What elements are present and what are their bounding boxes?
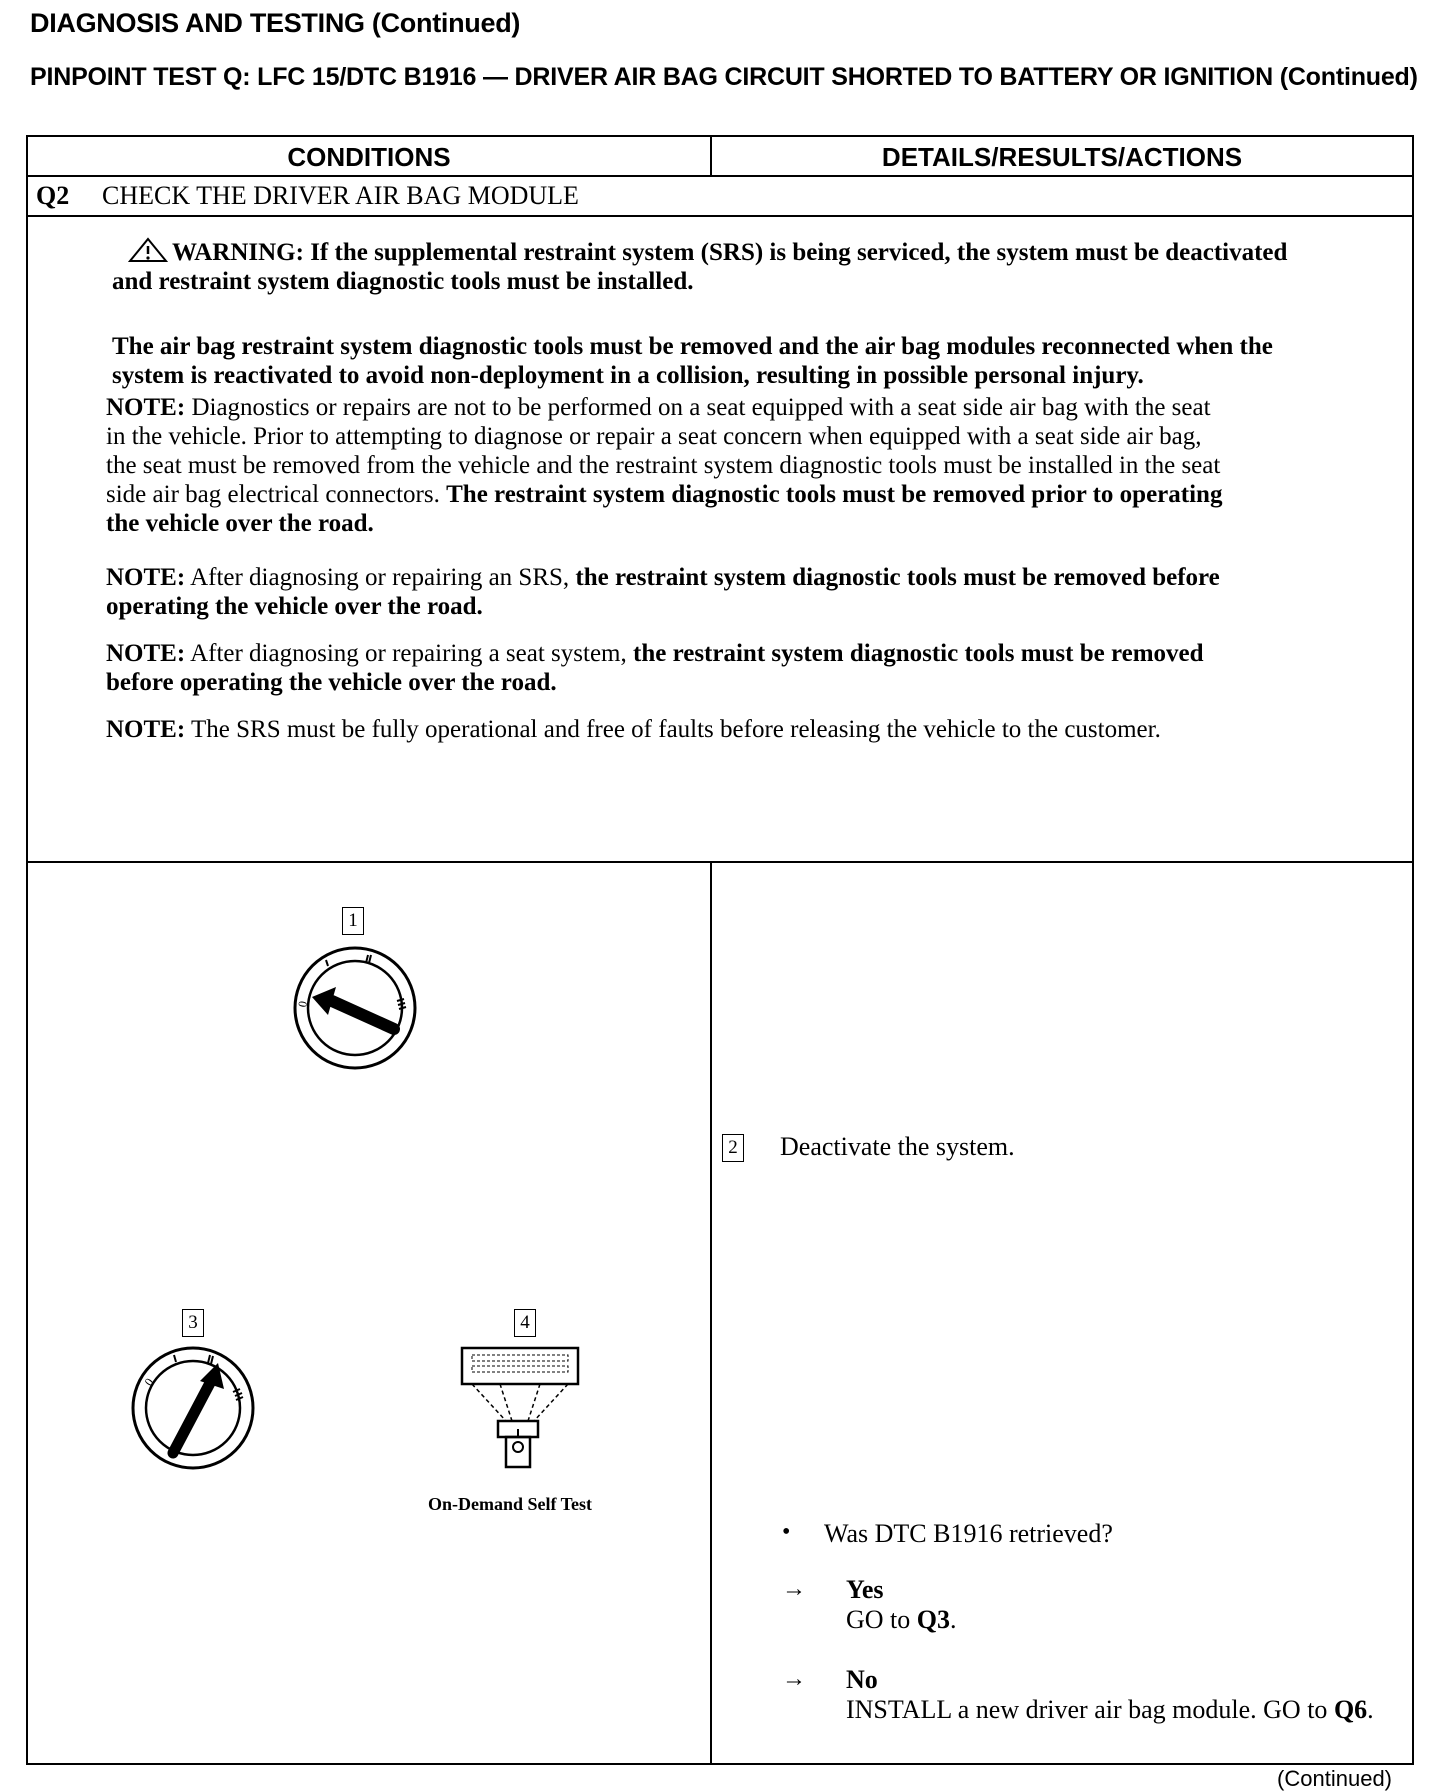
warning-block (112, 237, 1322, 390)
note-label: NOTE: (106, 716, 186, 743)
step-rule (28, 215, 1412, 217)
callout-1: 1 (342, 907, 364, 935)
conditions-header: CONDITIONS (287, 141, 451, 172)
pinpoint-test-title: PINPOINT TEST Q: LFC 15/DTC B1916 — DRIVER AIR BAG CIRCUIT SHORTED TO BATTERY OR IGNITION (Continued) (30, 63, 1418, 91)
note-label: NOTE: (106, 564, 186, 591)
svg-text:0: 0 (141, 1375, 157, 1389)
step-number: Q2 (36, 181, 70, 210)
question-text: Was DTC B1916 retrieved? (824, 1519, 1113, 1548)
note-text: Diagnostics or repairs are not to be performed on a seat equipped with a seat side air bag with the seat in the vehicle. Prior to attempting to diagnose or repair a seat concern when equipped with a seat side air bag, the seat must be removed from the vehicle and the restraint system diagnostic tools must be installed in the seat side air bag electrical connectors. (106, 394, 1221, 508)
arrow-yes-icon: → (782, 1576, 806, 1602)
callout-4: 4 (514, 1309, 536, 1337)
ignition-key-off-icon (290, 943, 420, 1073)
note-label: NOTE: (106, 394, 186, 421)
note-srs-repair (106, 563, 1236, 621)
note-srs-operational (106, 715, 1236, 744)
answer-no-label: No (846, 1665, 878, 1694)
note-text: After diagnosing or repairing an SRS, (190, 564, 570, 591)
warning-text: WARNING: If the supplemental restraint system (SRS) is being serviced, the system must be deactivated and restraint system diagnostic tools must be installed. (112, 239, 1288, 295)
step-title: CHECK THE DRIVER AIR BAG MODULE (102, 181, 579, 210)
details-header: DETAILS/RESULTS/ACTIONS (881, 141, 1243, 172)
answer-yes (846, 1575, 1386, 1635)
note-seat-repair (106, 639, 1236, 697)
header-rule (28, 175, 1412, 177)
arrow-no-icon: → (782, 1666, 806, 1692)
notes-rule (28, 861, 1412, 863)
continued-footer: (Continued) (1277, 1766, 1392, 1791)
step-row (36, 181, 579, 211)
page-title: DIAGNOSIS AND TESTING (Continued) (30, 8, 521, 38)
note-bold-text: the restraint system diagnostic tools must be removed before operating the vehicle over the road. (106, 564, 1220, 620)
answer-yes-label: Yes (846, 1575, 884, 1604)
callout-2: 2 (722, 1134, 744, 1162)
note-bold-text: The restraint system diagnostic tools must be removed prior to operating the vehicle over the road. (106, 481, 1223, 537)
scan-tool-icon (452, 1345, 588, 1475)
warning-icon (128, 237, 168, 263)
warning-text-2: The air bag restraint system diagnostic tools must be removed and the air bag modules reconnected when the system is reactivated to avoid non-deployment in a collision, resulting in possible personal injury. (112, 333, 1273, 389)
on-demand-self-test-label: On-Demand Self Test (428, 1494, 593, 1514)
pinpoint-table (26, 135, 1414, 1765)
note-text: After diagnosing or repairing a seat system, (190, 640, 627, 667)
answer-no (846, 1665, 1386, 1725)
note-text: The SRS must be fully operational and free of faults before releasing the vehicle to the customer. (191, 716, 1161, 743)
note-bold-text: the restraint system diagnostic tools must be removed before operating the vehicle over the road. (106, 640, 1204, 696)
bullet-icon: • (782, 1519, 791, 1545)
header-divider (710, 137, 712, 175)
answer-yes-action: GO to Q3. (846, 1605, 957, 1634)
answer-no-action: INSTALL a new driver air bag module. GO to Q6. (846, 1695, 1374, 1724)
note-seat-side-airbag (106, 393, 1236, 538)
svg-text:0: 0 (295, 999, 310, 1009)
callout-3: 3 (182, 1309, 204, 1337)
note-label: NOTE: (106, 640, 186, 667)
step2-instruction: Deactivate the system. (780, 1132, 1015, 1161)
body-divider (710, 861, 712, 1763)
ignition-key-run-icon (128, 1343, 258, 1473)
